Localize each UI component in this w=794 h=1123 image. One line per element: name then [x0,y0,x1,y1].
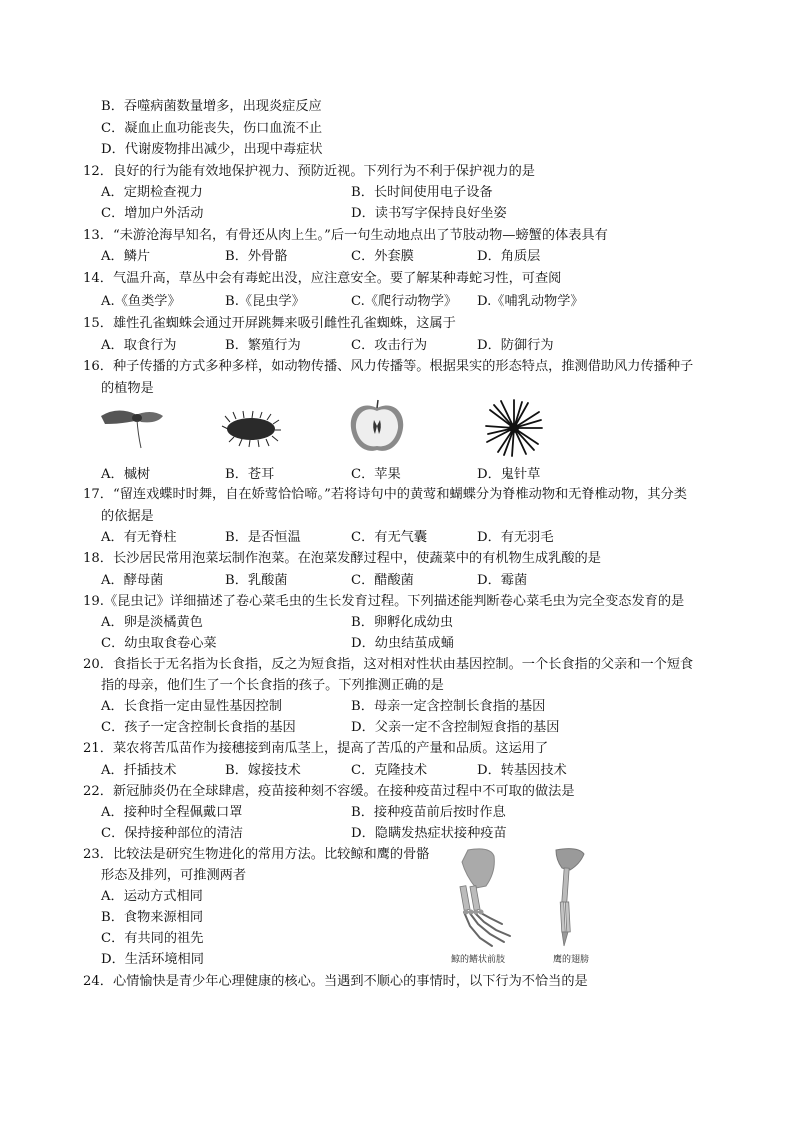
q13-stem: 13．“未游沧海早知名，有骨还从肉上生。”后一句生动地点出了节肢动物—螃蟹的体表具有 [83,228,608,243]
q18-option-a: A．酵母菌 [101,573,164,588]
q11-option-b: B．吞噬病菌数量增多，出现炎症反应 [101,99,322,114]
q22-option-b: B．接种疫苗前后按时作息 [351,805,506,820]
cocklebur-image [220,410,282,448]
whale-flipper-skeleton-image [450,846,522,952]
q12-option-d: D．读书写字保持良好坐姿 [351,206,507,221]
q21-option-c: C．克隆技术 [351,763,428,778]
q23-option-d: D．生活环境相同 [101,952,204,967]
q12-option-c: C．增加户外活动 [101,206,204,221]
q19-option-b: B．卵孵化成幼虫 [351,615,454,630]
q15-option-a: A．取食行为 [101,338,177,353]
q15-option-d: D．防御行为 [477,338,554,353]
q23-option-b: B．食物来源相同 [101,910,204,925]
q17-option-b: B．是否恒温 [225,530,301,545]
q20-option-d: D．父亲一定不含控制短食指的基因 [351,720,560,735]
q23-stem-line1: 23．比较法是研究生物进化的常用方法。比较鲸和鹰的骨骼 [83,847,430,862]
q18-option-d: D．霉菌 [477,573,528,588]
q14-option-d: D.《哺乳动物学》 [477,294,584,309]
q20-option-c: C．孩子一定含控制长食指的基因 [101,720,296,735]
q24-stem: 24．心情愉快是青少年心理健康的核心。当遇到不顺心的事情时，以下行为不恰当的是 [83,974,588,989]
q13-option-c: C．外套膜 [351,249,414,264]
apple-image [347,398,407,456]
eagle-wing-caption: 鹰的翅膀 [553,955,590,965]
q20-option-b: B．母亲一定含控制长食指的基因 [351,699,546,714]
whale-flipper-caption: 鲸的鳍状前肢 [451,955,506,965]
q23-stem-line2: 形态及排列，可推测两者 [101,868,247,883]
q16-stem-line2: 的植物是 [101,381,154,396]
q14-option-b: B.《昆虫学》 [225,294,305,309]
q20-option-a: A．长食指一定由显性基因控制 [101,699,282,714]
q15-stem: 15．雄性孔雀蜘蛛会通过开屏跳舞来吸引雌性孔雀蜘蛛，这属于 [83,316,456,331]
q11-option-c: C．凝血止血功能丧失，伤口血流不止 [101,121,323,136]
q15-option-b: B．繁殖行为 [225,338,301,353]
q23-option-a: A．运动方式相同 [101,889,203,904]
q16-stem-line1: 16．种子传播的方式多种多样，如动物传播、风力传播等。根据果实的形态特点，推测借助风力传播种子 [83,359,694,374]
q20-stem-line1: 20．食指长于无名指为长食指，反之为短食指，这对相对性状由基因控制。一个长食指的父亲和一个短食 [83,657,694,672]
q17-option-d: D．有无羽毛 [477,530,554,545]
q16-option-b: B．苍耳 [225,467,275,482]
q12-option-b: B．长时间使用电子设备 [351,185,493,200]
q20-stem-line2: 指的母亲，他们生了一个长食指的孩子。下列推测正确的是 [101,678,444,693]
q18-option-b: B．乳酸菌 [225,573,288,588]
q15-option-c: C．攻击行为 [351,338,428,353]
q23-option-c: C．有共同的祖先 [101,931,204,946]
q13-option-a: A．鳞片 [101,249,151,264]
q19-option-a: A．卵是淡橘黄色 [101,615,203,630]
q13-option-d: D．角质层 [477,249,541,264]
q22-option-a: A．接种时全程佩戴口罩 [101,805,243,820]
q17-stem-line2: 的依据是 [101,509,154,524]
q18-option-c: C．醋酸菌 [351,573,414,588]
q14-option-c: C.《爬行动物学》 [351,294,458,309]
q14-stem: 14．气温升高，草丛中会有毒蛇出没，应注意安全。要了解某种毒蛇习性，可查阅 [83,271,562,286]
bidens-seed-image [484,398,544,458]
q13-option-b: B．外骨骼 [225,249,288,264]
q21-option-d: D．转基因技术 [477,763,567,778]
maple-seed-image [97,404,167,454]
q22-stem: 22．新冠肺炎仍在全球肆虐，疫苗接种刻不容缓。在接种疫苗过程中不可取的做法是 [83,784,575,799]
q17-option-c: C．有无气囊 [351,530,428,545]
q22-option-d: D．隐瞒发热症状接种疫苗 [351,826,507,841]
q19-stem: 19.《昆虫记》详细描述了卷心菜毛虫的生长发育过程。下列描述能判断卷心菜毛虫为完全变态发育的是 [83,594,685,609]
q16-option-d: D．鬼针草 [477,467,541,482]
q16-option-c: C．苹果 [351,467,401,482]
q11-option-d: D．代谢废物排出减少，出现中毒症状 [101,142,323,157]
q18-stem: 18．长沙居民常用泡菜坛制作泡菜。在泡菜发酵过程中，使蔬菜中的有机物生成乳酸的是 [83,551,601,566]
q17-option-a: A．有无脊柱 [101,530,177,545]
eagle-wing-skeleton-image [550,846,590,952]
q21-option-a: A．扦插技术 [101,763,177,778]
q12-option-a: A．定期检查视力 [101,185,203,200]
q21-stem: 21．菜农将苦瓜苗作为接穗接到南瓜茎上，提高了苦瓜的产量和品质。这运用了 [83,741,549,756]
q19-option-c: C．幼虫取食卷心菜 [101,636,217,651]
q21-option-b: B．嫁接技术 [225,763,301,778]
q17-stem-line1: 17．“留连戏蝶时时舞，自在娇莺恰恰啼。”若将诗句中的黄莺和蝴蝶分为脊椎动物和无脊椎动物，其分类 [83,487,687,502]
q22-option-c: C．保持接种部位的清洁 [101,826,243,841]
q16-option-a: A．槭树 [101,467,151,482]
q12-stem: 12．良好的行为能有效地保护视力、预防近视。下列行为不利于保护视力的是 [83,164,535,179]
q14-option-a: A.《鱼类学》 [101,294,181,309]
q19-option-d: D．幼虫结茧成蛹 [351,636,454,651]
